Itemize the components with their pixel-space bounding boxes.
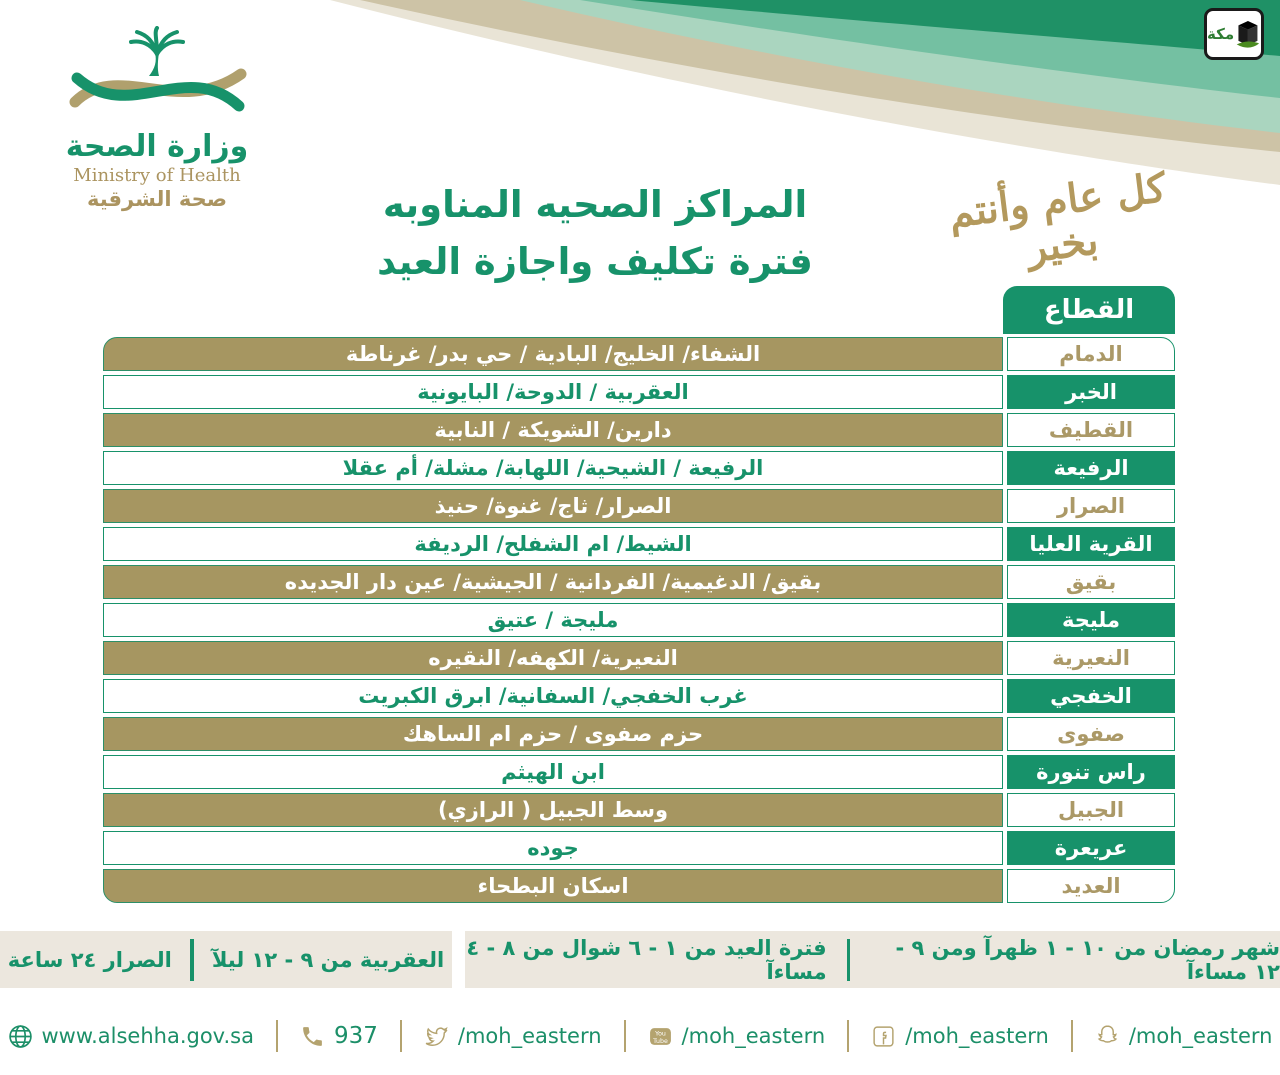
- table-row: [103, 641, 1175, 675]
- footer-divider: [276, 1020, 278, 1052]
- sector-cell: الجبيل: [1007, 793, 1175, 827]
- centers-cell: ابن الهيثم: [103, 755, 1003, 789]
- sector-cell: مليجة: [1007, 603, 1175, 637]
- facebook-handle: /moh_eastern: [905, 1024, 1049, 1048]
- facebook-item: [871, 1024, 1049, 1049]
- footer-divider: [624, 1020, 626, 1052]
- schedule-aqrabiya: العقربية من ٩ - ١٢ ليلآ: [211, 947, 445, 972]
- phone-number: 937: [333, 1023, 378, 1049]
- sector-cell: صفوى: [1007, 717, 1175, 751]
- sector-cell: الدمام: [1007, 337, 1175, 371]
- table-row: [103, 413, 1175, 447]
- makkah-badge-label: مكة: [1207, 24, 1235, 43]
- centers-cell: غرب الخفجي/ السفانية/ ابرق الكبريت: [103, 679, 1003, 713]
- schedule-ramadan: شهر رمضان من ١٠ - ١ ظهرآ ومن ٩ - ١٢ مساءآ: [895, 935, 1280, 984]
- centers-cell: دارين/ الشويكة / النابية: [103, 413, 1003, 447]
- sector-cell: عريعرة: [1007, 831, 1175, 865]
- schedule-strip-left: [0, 931, 452, 988]
- centers-cell: وسط الجبيل ( الرازي): [103, 793, 1003, 827]
- centers-cell: الصرار/ ثاج/ غنوة/ حنيذ: [103, 489, 1003, 523]
- table-row: [103, 565, 1175, 599]
- eid-greeting-calligraphy: كل عام وأنتم بخير: [946, 163, 1169, 272]
- snapchat-item: [1095, 1024, 1273, 1049]
- sector-cell: القطيف: [1007, 413, 1175, 447]
- sector-cell: النعيرية: [1007, 641, 1175, 675]
- strip-divider: [190, 939, 194, 981]
- centers-cell: مليجة / عتيق: [103, 603, 1003, 637]
- website-url: www.alsehha.gov.sa: [41, 1024, 254, 1048]
- sector-cell: العديد: [1007, 869, 1175, 903]
- page-title: [350, 176, 840, 291]
- snapchat-icon: [1095, 1024, 1120, 1049]
- logo-title-arabic: وزارة الصحة: [65, 129, 249, 164]
- centers-cell: حزم صفوى / حزم ام الساهك: [103, 717, 1003, 751]
- table-row: [103, 375, 1175, 409]
- table-row: [103, 755, 1175, 789]
- phone-item: [300, 1023, 378, 1049]
- table-row: [103, 793, 1175, 827]
- logo-region-label: صحة الشرقية: [86, 187, 228, 212]
- contact-footer: [0, 1008, 1280, 1064]
- makkah-newspaper-badge: [1204, 8, 1264, 60]
- globe-icon: [8, 1024, 33, 1049]
- table-row: [103, 337, 1175, 371]
- centers-cell: النعيرية/ الكهفه/ النقيره: [103, 641, 1003, 675]
- youtube-handle: /moh_eastern: [681, 1024, 826, 1048]
- sector-cell: راس تنورة: [1007, 755, 1175, 789]
- duty-table-body: [103, 337, 1175, 903]
- svg-text:Tube: Tube: [652, 1037, 668, 1045]
- table-row: [103, 869, 1175, 903]
- table-row: [103, 717, 1175, 751]
- schedule-strip-right: [465, 931, 1280, 988]
- duty-centers-table: [103, 286, 1175, 903]
- snapchat-handle: /moh_eastern: [1128, 1024, 1273, 1048]
- table-row: [103, 451, 1175, 485]
- sector-cell: الصرار: [1007, 489, 1175, 523]
- strip-divider: [847, 939, 850, 981]
- twitter-handle: /moh_eastern: [457, 1024, 602, 1048]
- palm-swoosh-icon: [57, 26, 257, 126]
- svg-text:You: You: [654, 1029, 666, 1037]
- moh-logo: [52, 26, 262, 213]
- centers-cell: العقربية / الدوحة/ البايونية: [103, 375, 1003, 409]
- schedule-eid: فترة العيد من ١ - ٦ شوال من ٨ - ٤ مساءآ: [466, 935, 827, 984]
- table-row: [103, 489, 1175, 523]
- footer-divider: [400, 1020, 402, 1052]
- phone-icon: [300, 1024, 325, 1049]
- sector-cell: بقيق: [1007, 565, 1175, 599]
- twitter-item: [424, 1024, 602, 1049]
- sector-cell: الرفيعة: [1007, 451, 1175, 485]
- sector-cell: الخفجي: [1007, 679, 1175, 713]
- centers-cell: اسكان البطحاء: [103, 869, 1003, 903]
- page-title-line2: فترة تكليف واجازة العيد: [377, 240, 813, 284]
- centers-cell: الرفيعة / الشيحية/ اللهابة/ مشلة/ أم عقلا: [103, 451, 1003, 485]
- table-row: [103, 603, 1175, 637]
- centers-cell: جوده: [103, 831, 1003, 865]
- youtube-item: [648, 1024, 826, 1049]
- footer-divider: [847, 1020, 849, 1052]
- website-item: [8, 1024, 254, 1049]
- sector-cell: القرية العليا: [1007, 527, 1175, 561]
- youtube-icon: [648, 1024, 673, 1049]
- table-row: [103, 679, 1175, 713]
- footer-divider: [1071, 1020, 1073, 1052]
- centers-cell: الشفاء/ الخليج/ البادية / حي بدر/ غرناطة: [103, 337, 1003, 371]
- facebook-icon: [871, 1024, 896, 1049]
- logo-title-english: Ministry of Health: [73, 164, 241, 186]
- table-row: [103, 831, 1175, 865]
- kaaba-icon: [1235, 14, 1261, 54]
- table-row: [103, 527, 1175, 561]
- sector-column-header: القطاع: [1003, 286, 1175, 334]
- page-title-line1: المراكز الصحيه المناوبه: [382, 183, 808, 226]
- sector-cell: الخبر: [1007, 375, 1175, 409]
- centers-cell: الشيط/ ام الشفلح/ الرديفة: [103, 527, 1003, 561]
- schedule-sarar: الصرار ٢٤ ساعة: [7, 947, 172, 972]
- centers-cell: بقيق/ الدغيمية/ الفردانية / الجيشية/ عين دار الجديده: [103, 565, 1003, 599]
- twitter-icon: [424, 1024, 449, 1049]
